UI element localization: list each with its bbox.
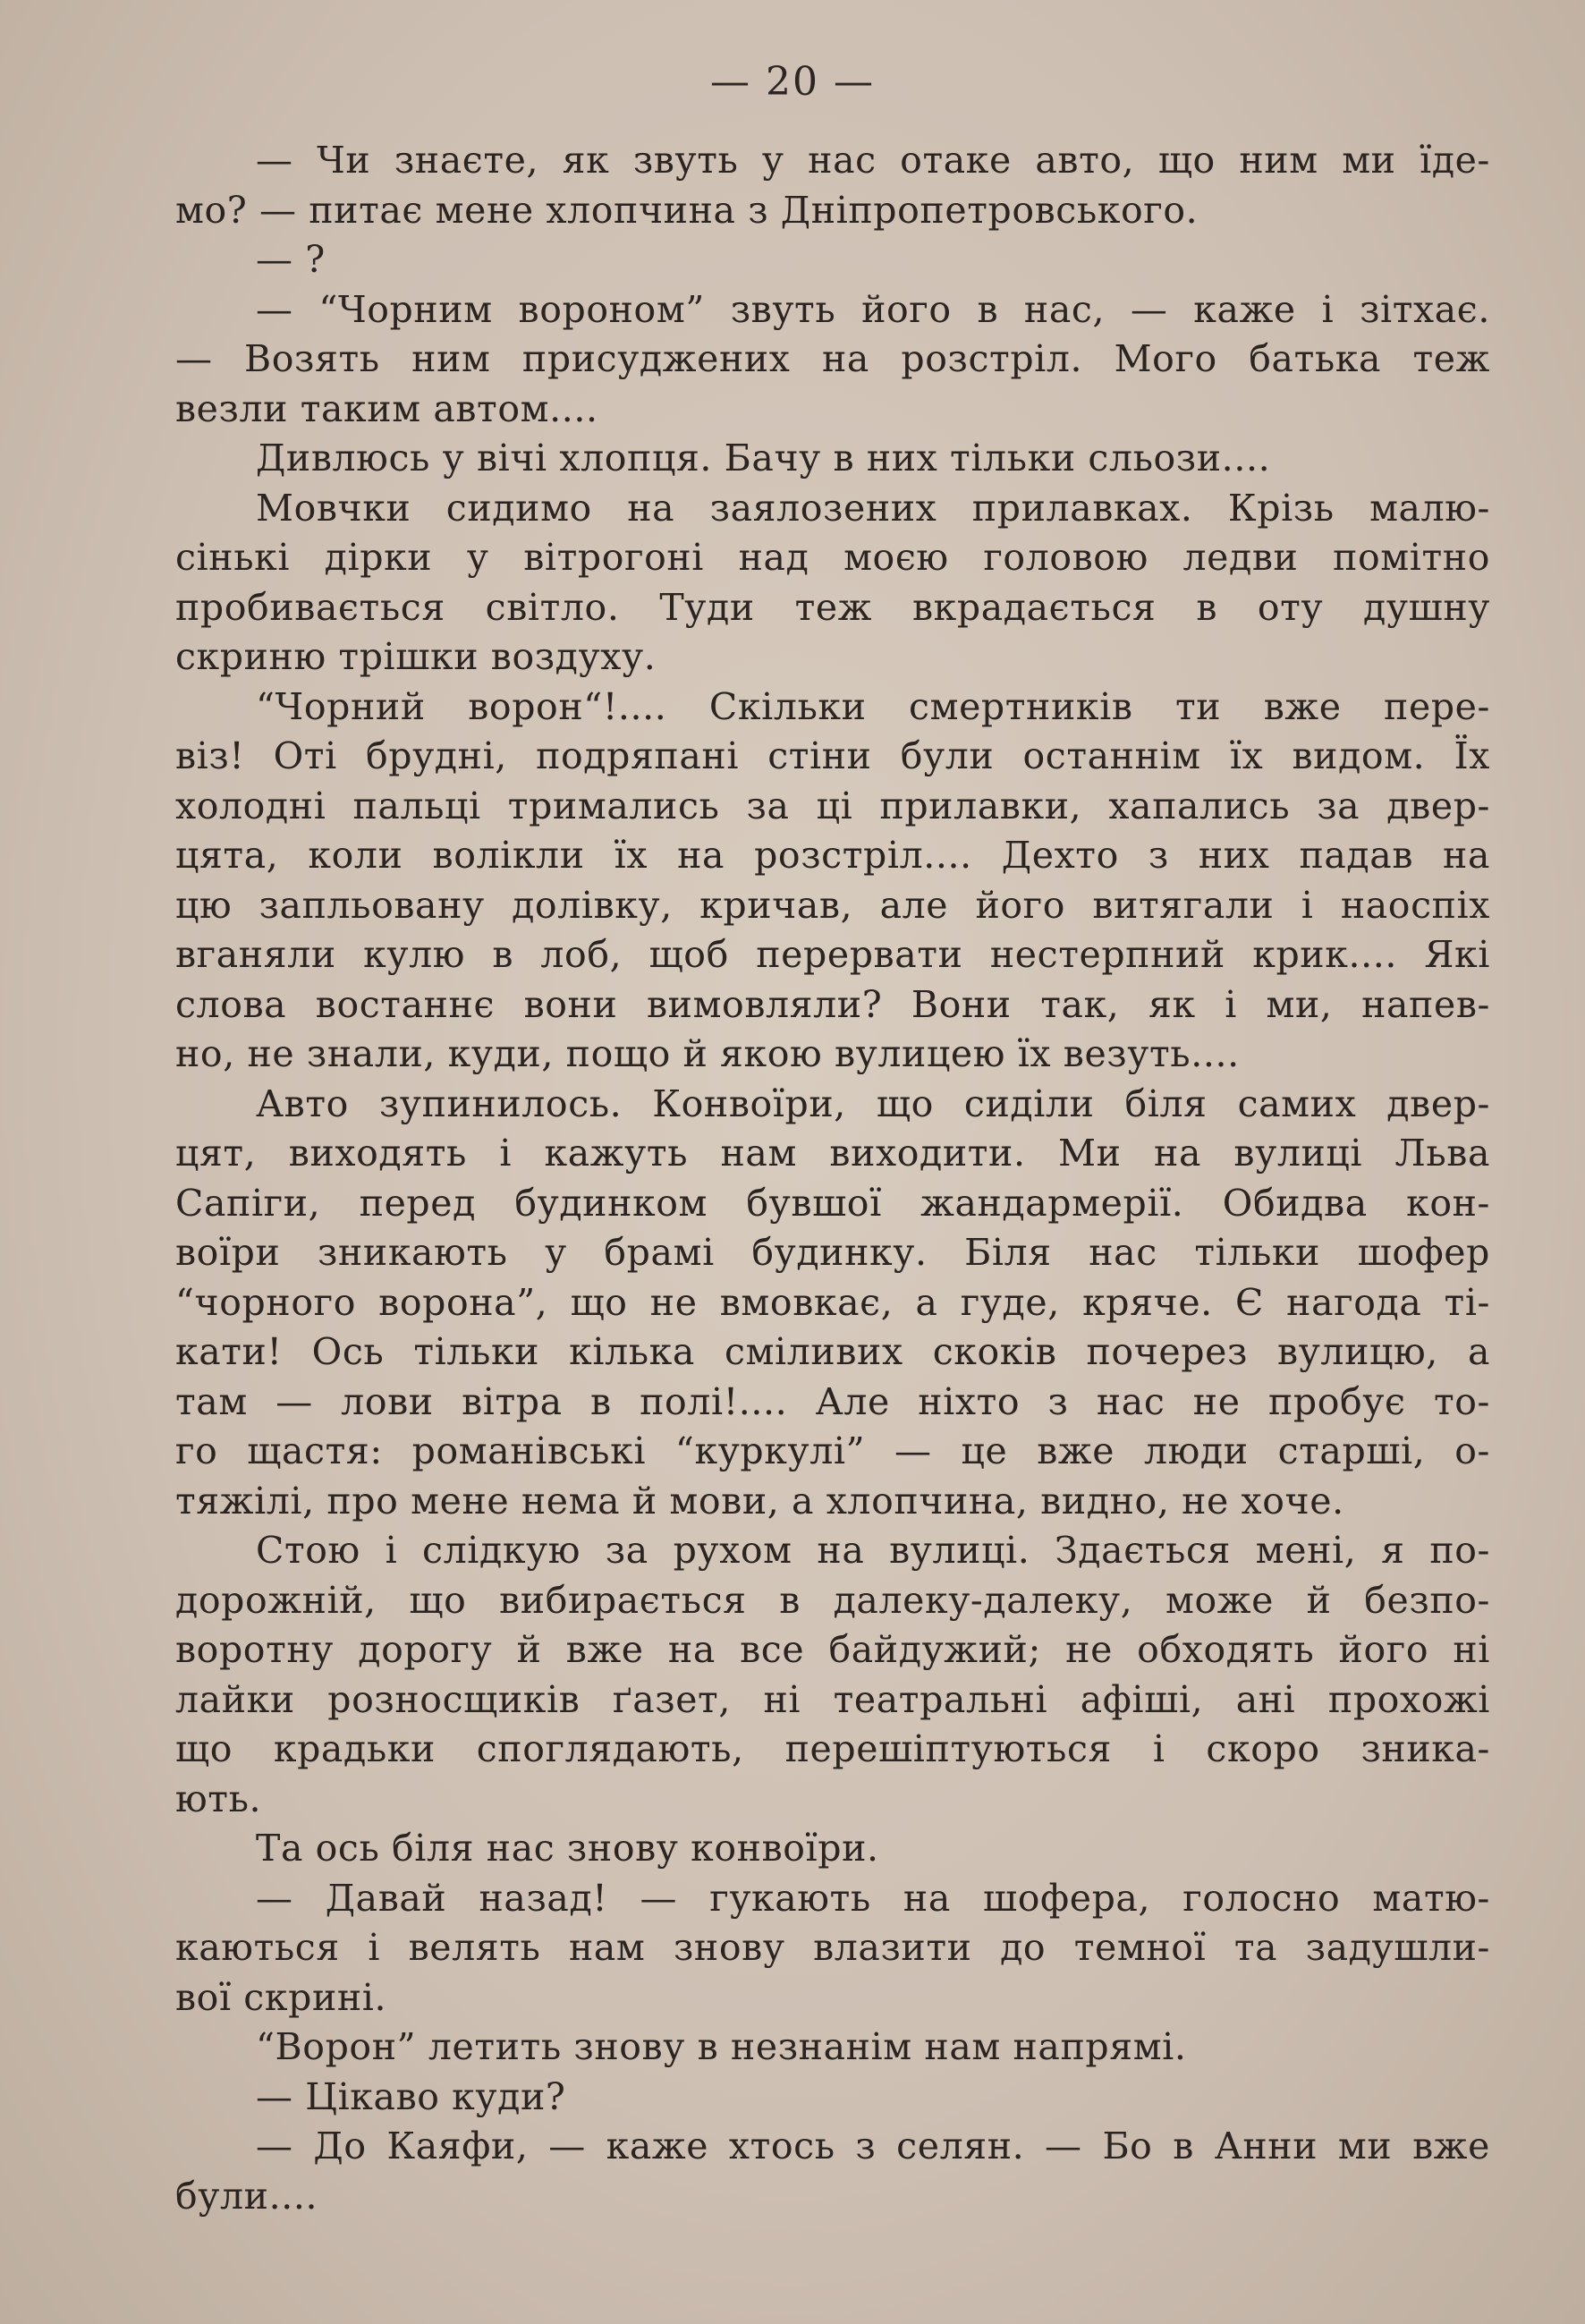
text-line: ють.	[175, 1777, 262, 1820]
text-line: слова востаннє вони вимовляли? Вони так, як і ми, напев-	[175, 982, 1490, 1026]
text-line: — “Чорним вороном” звуть його в нас, — каже і зітхає.	[256, 287, 1490, 331]
text-line: — Цікаво куди?	[256, 2074, 566, 2118]
text-line: воїри зникають у брамі будинку. Біля нас тільки шофер	[175, 1231, 1490, 1274]
text-line: холодні пальці трималиcь за ці прилавки, хапались за двер-	[175, 784, 1490, 827]
text-line: Авто зупинилось. Конвоїри, що сиділи біля самих двер-	[256, 1081, 1490, 1125]
body-text	[175, 136, 1490, 2221]
text-line: Мовчки сидимо на заялозених прилавках. Крізь малю-	[256, 486, 1490, 530]
text-line: Дивлюсь у вічі хлопця. Бачу в них тільки сльози....	[256, 437, 1271, 479]
text-line: вганяли кулю в лоб, щоб перервати нестерпний крик.... Які	[175, 933, 1490, 976]
text-line: “чорного ворона”, що не вмовкає, а гуде, кряче. Є нагода ті-	[175, 1280, 1490, 1324]
text-line: були....	[175, 2174, 318, 2218]
text-line: — Давай назад! — гукають на шофера, голосно матю-	[256, 1876, 1490, 1920]
text-line: Сапіги, перед будинком бувшої жандармерії. Обидва кон-	[175, 1181, 1490, 1225]
text-line: везли таким автом....	[175, 386, 598, 430]
page-number: — 20 —	[710, 59, 875, 105]
text-line: що крадьки споглядають, перешіптуються і скоро зника-	[175, 1727, 1490, 1770]
text-line: го щастя: романівські “куркулі” — це вже люди старші, о-	[175, 1429, 1490, 1472]
text-line: Та ось біля нас знову конвоїри.	[256, 1827, 879, 1870]
text-line: сінькі дірки у вітрогоні над моєю головою ледви помітно	[175, 536, 1490, 579]
text-line: но, не знали, куди, пощо й якою вулицею їх везуть....	[175, 1032, 1240, 1075]
text-line: цю запльовану долівку, кричав, але його витягали і наоспіх	[175, 883, 1490, 927]
text-line: скриню трішки воздуху.	[175, 635, 657, 678]
text-line: — ?	[256, 238, 326, 281]
text-line: — До Каяфи, — каже хтось з селян. — Бо в Анни ми вже	[256, 2125, 1490, 2167]
text-line: лайки розносщиків ґазет, ні театральні афіші, ані прохожі	[175, 1677, 1490, 1721]
text-line: мо? — питає мене хлопчина з Дніпропетровського.	[175, 188, 1199, 232]
text-line: кати! Ось тільки кілька сміливих скоків почерез вулицю, а	[175, 1330, 1490, 1373]
text-line: — Возять ним присуджених на розстріл. Мого батька теж	[175, 337, 1490, 380]
text-line: віз! Оті брудні, подряпані стіни були останнім їх видом. Їх	[175, 734, 1490, 777]
text-line: тяжілі, про мене нема й мови, а хлопчина, видно, не хоче.	[175, 1479, 1344, 1522]
text-line: цята, коли волікли їх на розстріл.... Дехто з них падав на	[175, 834, 1490, 877]
text-line: “Ворон” летить знову в незнанім нам напрямі.	[256, 2025, 1187, 2068]
text-line: дорожній, що вибирається в далеку-далеку, може й безпо-	[175, 1578, 1490, 1622]
text-line: пробивається світло. Туди теж вкрадається в оту душну	[175, 585, 1490, 629]
text-line: “Чорний ворон“!.... Скільки смертників ти вже пере-	[256, 684, 1490, 728]
text-line: там — лови вітра в полі!.... Але ніхто з нас не пробує то-	[175, 1379, 1490, 1423]
text-line: каються і велять нам знову влазити до темної та задушли-	[175, 1926, 1490, 1969]
text-line: — Чи знаєте, як звуть у нас отаке авто, що ним ми їде-	[256, 139, 1490, 182]
text-line: вої скрині.	[175, 1975, 387, 2019]
text-line: Стою і слідкую за рухом на вулиці. Здається мені, я по-	[256, 1529, 1490, 1572]
text-line: воротну дорогу й вже на все байдужий; не обходять його ні	[175, 1628, 1490, 1671]
text-line: цят, виходять і кажуть нам виходити. Ми на вулиці Льва	[175, 1132, 1490, 1175]
